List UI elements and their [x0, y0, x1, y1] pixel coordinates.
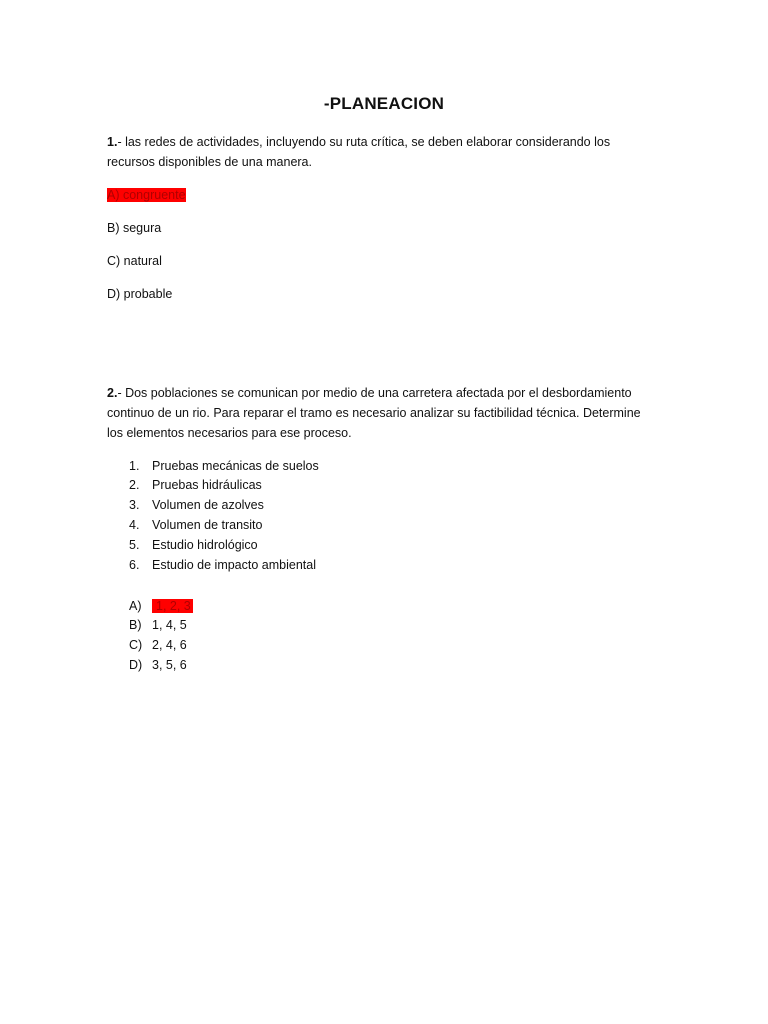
question-2-text: - Dos poblaciones se comunican por medio de una carretera afectada por el desbordamiento continuo de un rio. Para reparar el tramo es necesario analizar su factibilidad técnica. Determine los elementos necesarios para ese proceso. — [107, 386, 641, 440]
question-1-option-a — [107, 187, 186, 203]
question-1-option-c — [107, 253, 162, 269]
list-item — [107, 477, 262, 493]
answer-text: 2, 4, 6 — [152, 638, 187, 652]
option-b-label: B) segura — [107, 221, 162, 235]
list-item — [107, 497, 264, 513]
list-item — [107, 517, 263, 533]
answer-marker: B) — [129, 618, 142, 632]
list-item-text: Pruebas mecánicas de suelos — [152, 459, 319, 473]
answer-text: 1, 2, 3 — [152, 599, 193, 613]
option-c-label: C) natural — [107, 254, 162, 268]
question-2 — [107, 383, 652, 443]
answer-option-c — [129, 637, 187, 653]
list-item-marker: 1. — [129, 459, 140, 473]
answer-option-a — [129, 598, 193, 614]
list-item-text: Pruebas hidráulicas — [152, 478, 262, 492]
question-2-number: 2. — [107, 386, 118, 400]
question-1-text: - las redes de actividades, incluyendo su ruta crítica, se deben elaborar considerando los recursos disponibles de una manera. — [107, 135, 611, 169]
list-item-text: Estudio hidrológico — [152, 538, 258, 552]
question-1-number: 1. — [107, 135, 118, 149]
list-item — [107, 537, 258, 553]
question-1-option-b — [107, 220, 161, 236]
question-1 — [107, 132, 647, 172]
answer-text: 1, 4, 5 — [152, 618, 187, 632]
page-title: -PLANEACION — [323, 94, 445, 113]
list-item-text: Volumen de transito — [152, 518, 263, 532]
question-1-option-d — [107, 286, 172, 302]
list-item-marker: 2. — [129, 478, 140, 492]
list-item-text: Estudio de impacto ambiental — [152, 558, 316, 572]
answer-option-b — [129, 617, 187, 633]
list-item — [107, 557, 316, 573]
answer-option-d — [129, 657, 187, 673]
answer-marker: A) — [129, 599, 142, 613]
answer-text: 3, 5, 6 — [152, 658, 187, 672]
list-item — [107, 458, 319, 474]
list-item-marker: 4. — [129, 518, 140, 532]
list-item-marker: 3. — [129, 498, 140, 512]
list-item-marker: 5. — [129, 538, 140, 552]
answer-marker: C) — [129, 638, 143, 652]
option-d-label: D) probable — [107, 287, 173, 301]
option-a-label: A) congruente — [107, 188, 186, 202]
list-item-text: Volumen de azolves — [152, 498, 264, 512]
list-item-marker: 6. — [129, 558, 140, 572]
answer-marker: D) — [129, 658, 143, 672]
